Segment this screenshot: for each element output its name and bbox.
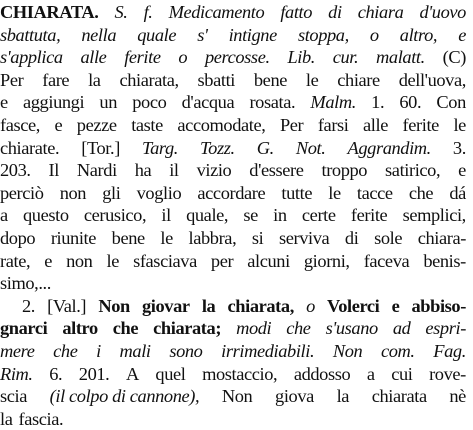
word: satirico, — [385, 160, 441, 181]
word: nè — [449, 386, 466, 407]
word: e — [44, 250, 52, 271]
word: giorni, — [303, 250, 350, 271]
word: Fag. — [433, 341, 466, 361]
word: com. — [380, 341, 415, 361]
word: 203. — [0, 160, 31, 181]
word: le — [328, 182, 341, 203]
text-line — [0, 317, 466, 339]
word: mostaccio, — [202, 363, 278, 384]
word: riunite — [50, 228, 97, 248]
text-line — [0, 46, 466, 68]
word: sfasciava — [133, 250, 197, 271]
word: sole — [374, 228, 403, 248]
word: certe — [301, 205, 336, 226]
word: d'acqua — [181, 92, 235, 113]
word: malatt. — [376, 47, 425, 68]
word: in — [273, 205, 287, 226]
word: e — [458, 160, 466, 181]
word: voglio — [136, 182, 182, 203]
word: cui — [391, 363, 413, 384]
word: Volerci — [327, 295, 380, 316]
word: intigne — [228, 24, 277, 45]
word: Non — [98, 295, 130, 316]
word: perciò — [0, 182, 44, 203]
word: Not. — [295, 137, 326, 158]
word: (C) — [442, 47, 466, 68]
word: vizio — [196, 160, 232, 181]
word: addosso — [293, 363, 351, 384]
word: dá — [449, 182, 466, 203]
text-line — [0, 114, 466, 136]
word: per — [210, 250, 234, 271]
text-line — [0, 340, 466, 362]
word: mere — [0, 341, 35, 361]
word: nella — [81, 24, 117, 45]
word: Per — [0, 69, 24, 90]
word: d'essere — [249, 160, 304, 181]
word: tutte — [281, 182, 313, 203]
text-line — [0, 227, 466, 249]
word: benis- — [423, 250, 466, 271]
text-line — [0, 250, 466, 272]
word: rate, — [0, 250, 31, 271]
word: la — [88, 69, 101, 90]
word: i — [96, 341, 101, 361]
word: 201. — [78, 363, 110, 384]
word: e — [54, 115, 63, 135]
word: il — [169, 160, 179, 181]
word: le — [305, 69, 319, 90]
word: ferite — [402, 115, 439, 135]
word: Malm. — [310, 92, 356, 113]
word: un — [99, 92, 117, 113]
word: Rim. — [0, 363, 33, 384]
word: fasce, — [0, 115, 40, 135]
word: bene — [253, 69, 288, 90]
word: Con — [436, 92, 466, 113]
word: cerusico, — [83, 205, 147, 226]
word: sono — [169, 341, 203, 361]
word: faceva — [363, 250, 410, 271]
word: semplici, — [402, 205, 466, 226]
word: 2. — [22, 295, 35, 316]
word: serviva — [278, 228, 330, 248]
word: ferite — [350, 205, 388, 226]
word: percosse. — [204, 47, 270, 68]
word: poco — [132, 92, 167, 113]
word: chiara- — [417, 228, 466, 248]
text-line — [0, 137, 466, 159]
word: aggiungi — [23, 92, 85, 113]
word: Il — [48, 160, 59, 181]
word: simo,... — [0, 273, 51, 294]
word: fascia. — [18, 408, 64, 429]
word: s' — [197, 24, 208, 45]
word: rove- — [429, 363, 466, 384]
word: a — [0, 205, 8, 226]
text-line — [0, 272, 51, 294]
text-line — [0, 408, 63, 430]
word: che — [408, 182, 434, 203]
word: 60. — [399, 92, 422, 113]
word: [Val.] — [47, 295, 87, 316]
word: rosata. — [249, 92, 296, 113]
word: modi — [236, 318, 272, 339]
word: chiarata, — [227, 295, 294, 316]
text-line — [0, 24, 466, 46]
word: sbatti — [197, 69, 235, 90]
word: G. — [256, 137, 274, 158]
word: altro — [62, 318, 98, 339]
word: S. — [114, 2, 128, 22]
word: 6. — [49, 363, 63, 384]
word: alle — [80, 47, 107, 68]
text-line — [0, 182, 466, 204]
word: cur. — [332, 47, 359, 68]
text-line — [0, 204, 466, 226]
text-line — [0, 363, 466, 385]
word: e — [391, 295, 400, 316]
word: chiarata; — [153, 318, 222, 339]
word: se — [243, 205, 258, 226]
word: ferite — [124, 47, 161, 68]
word: mali — [119, 341, 151, 361]
word: e — [458, 24, 466, 45]
word: scia — [0, 386, 27, 407]
word: la — [336, 386, 350, 407]
headword: CHIARATA. — [0, 2, 99, 22]
text-line — [22, 295, 466, 317]
word: accordare — [197, 182, 266, 203]
word: 3. — [452, 137, 466, 158]
word: ad — [392, 318, 411, 339]
word: non — [59, 182, 87, 203]
word: quale — [137, 24, 177, 45]
text-line — [0, 69, 466, 91]
word: e — [0, 92, 8, 113]
word: tacce — [356, 182, 393, 203]
word: fatto — [280, 2, 313, 22]
word: ha — [134, 160, 152, 181]
word: pezze — [76, 115, 117, 135]
word: chiarata, — [119, 69, 179, 90]
word: espri- — [425, 318, 466, 339]
word: Aggrandim. — [347, 137, 431, 158]
word: che — [112, 318, 139, 339]
text-line — [0, 159, 466, 181]
word: che — [286, 318, 311, 339]
word: Lib. — [287, 47, 315, 68]
word: o — [306, 295, 315, 316]
word: [Tor.] — [81, 137, 120, 158]
word: taste — [131, 115, 163, 135]
word: Non — [332, 341, 363, 361]
text-line — [0, 91, 466, 113]
word: di — [328, 2, 342, 22]
word: chiara — [357, 2, 404, 22]
word: farsi — [317, 115, 349, 135]
word: alle — [363, 115, 388, 135]
word: Medicamento — [168, 2, 265, 22]
word: abbiso- — [411, 295, 466, 316]
word: giovar — [142, 295, 190, 316]
text-line — [0, 1, 466, 23]
word: labbra, — [188, 228, 237, 248]
word: la — [0, 408, 13, 429]
word: chiare — [337, 69, 380, 90]
word: accomodate, — [177, 115, 266, 135]
word: Non — [221, 386, 253, 407]
word: gli — [102, 182, 121, 203]
word: il — [161, 205, 171, 226]
word: Targ. — [141, 137, 178, 158]
word: 1. — [371, 92, 385, 113]
word: A — [125, 363, 139, 384]
word: o — [178, 47, 188, 68]
word: non — [66, 250, 93, 271]
word: quel — [155, 363, 186, 384]
word: troppo — [321, 160, 368, 181]
word: chiarata — [371, 386, 427, 407]
word: f. — [143, 2, 153, 22]
word: che — [53, 341, 78, 361]
word: giova — [275, 386, 314, 407]
word: si — [251, 228, 264, 248]
text-line — [0, 385, 466, 407]
word: d'uovo — [419, 2, 466, 22]
word: di — [344, 228, 359, 248]
word: gnarci — [0, 318, 48, 339]
word: questo — [23, 205, 69, 226]
word: dell'uova, — [398, 69, 466, 90]
word: quale, — [186, 205, 229, 226]
word: le — [160, 228, 173, 248]
word: s'applica — [0, 47, 63, 68]
word: a — [366, 363, 375, 384]
word: Nardi — [76, 160, 117, 181]
word: dopo — [0, 228, 36, 248]
word: sbattuta, — [0, 24, 61, 45]
word: irrimediabili. — [221, 341, 315, 361]
word: s'usano — [325, 318, 378, 339]
word: stoppa, — [297, 24, 349, 45]
word: o — [369, 24, 379, 45]
word: altro, — [399, 24, 438, 45]
word: (il colpo di cannone), — [49, 386, 200, 407]
word: alcuni — [247, 250, 290, 271]
word: le — [453, 115, 466, 135]
word: fare — [42, 69, 70, 90]
word: chiarate. — [0, 137, 60, 158]
word: Tozz. — [200, 137, 235, 158]
word: le — [106, 250, 119, 271]
word: Per — [279, 115, 304, 135]
word: la — [201, 295, 216, 316]
word: bene — [111, 228, 145, 248]
